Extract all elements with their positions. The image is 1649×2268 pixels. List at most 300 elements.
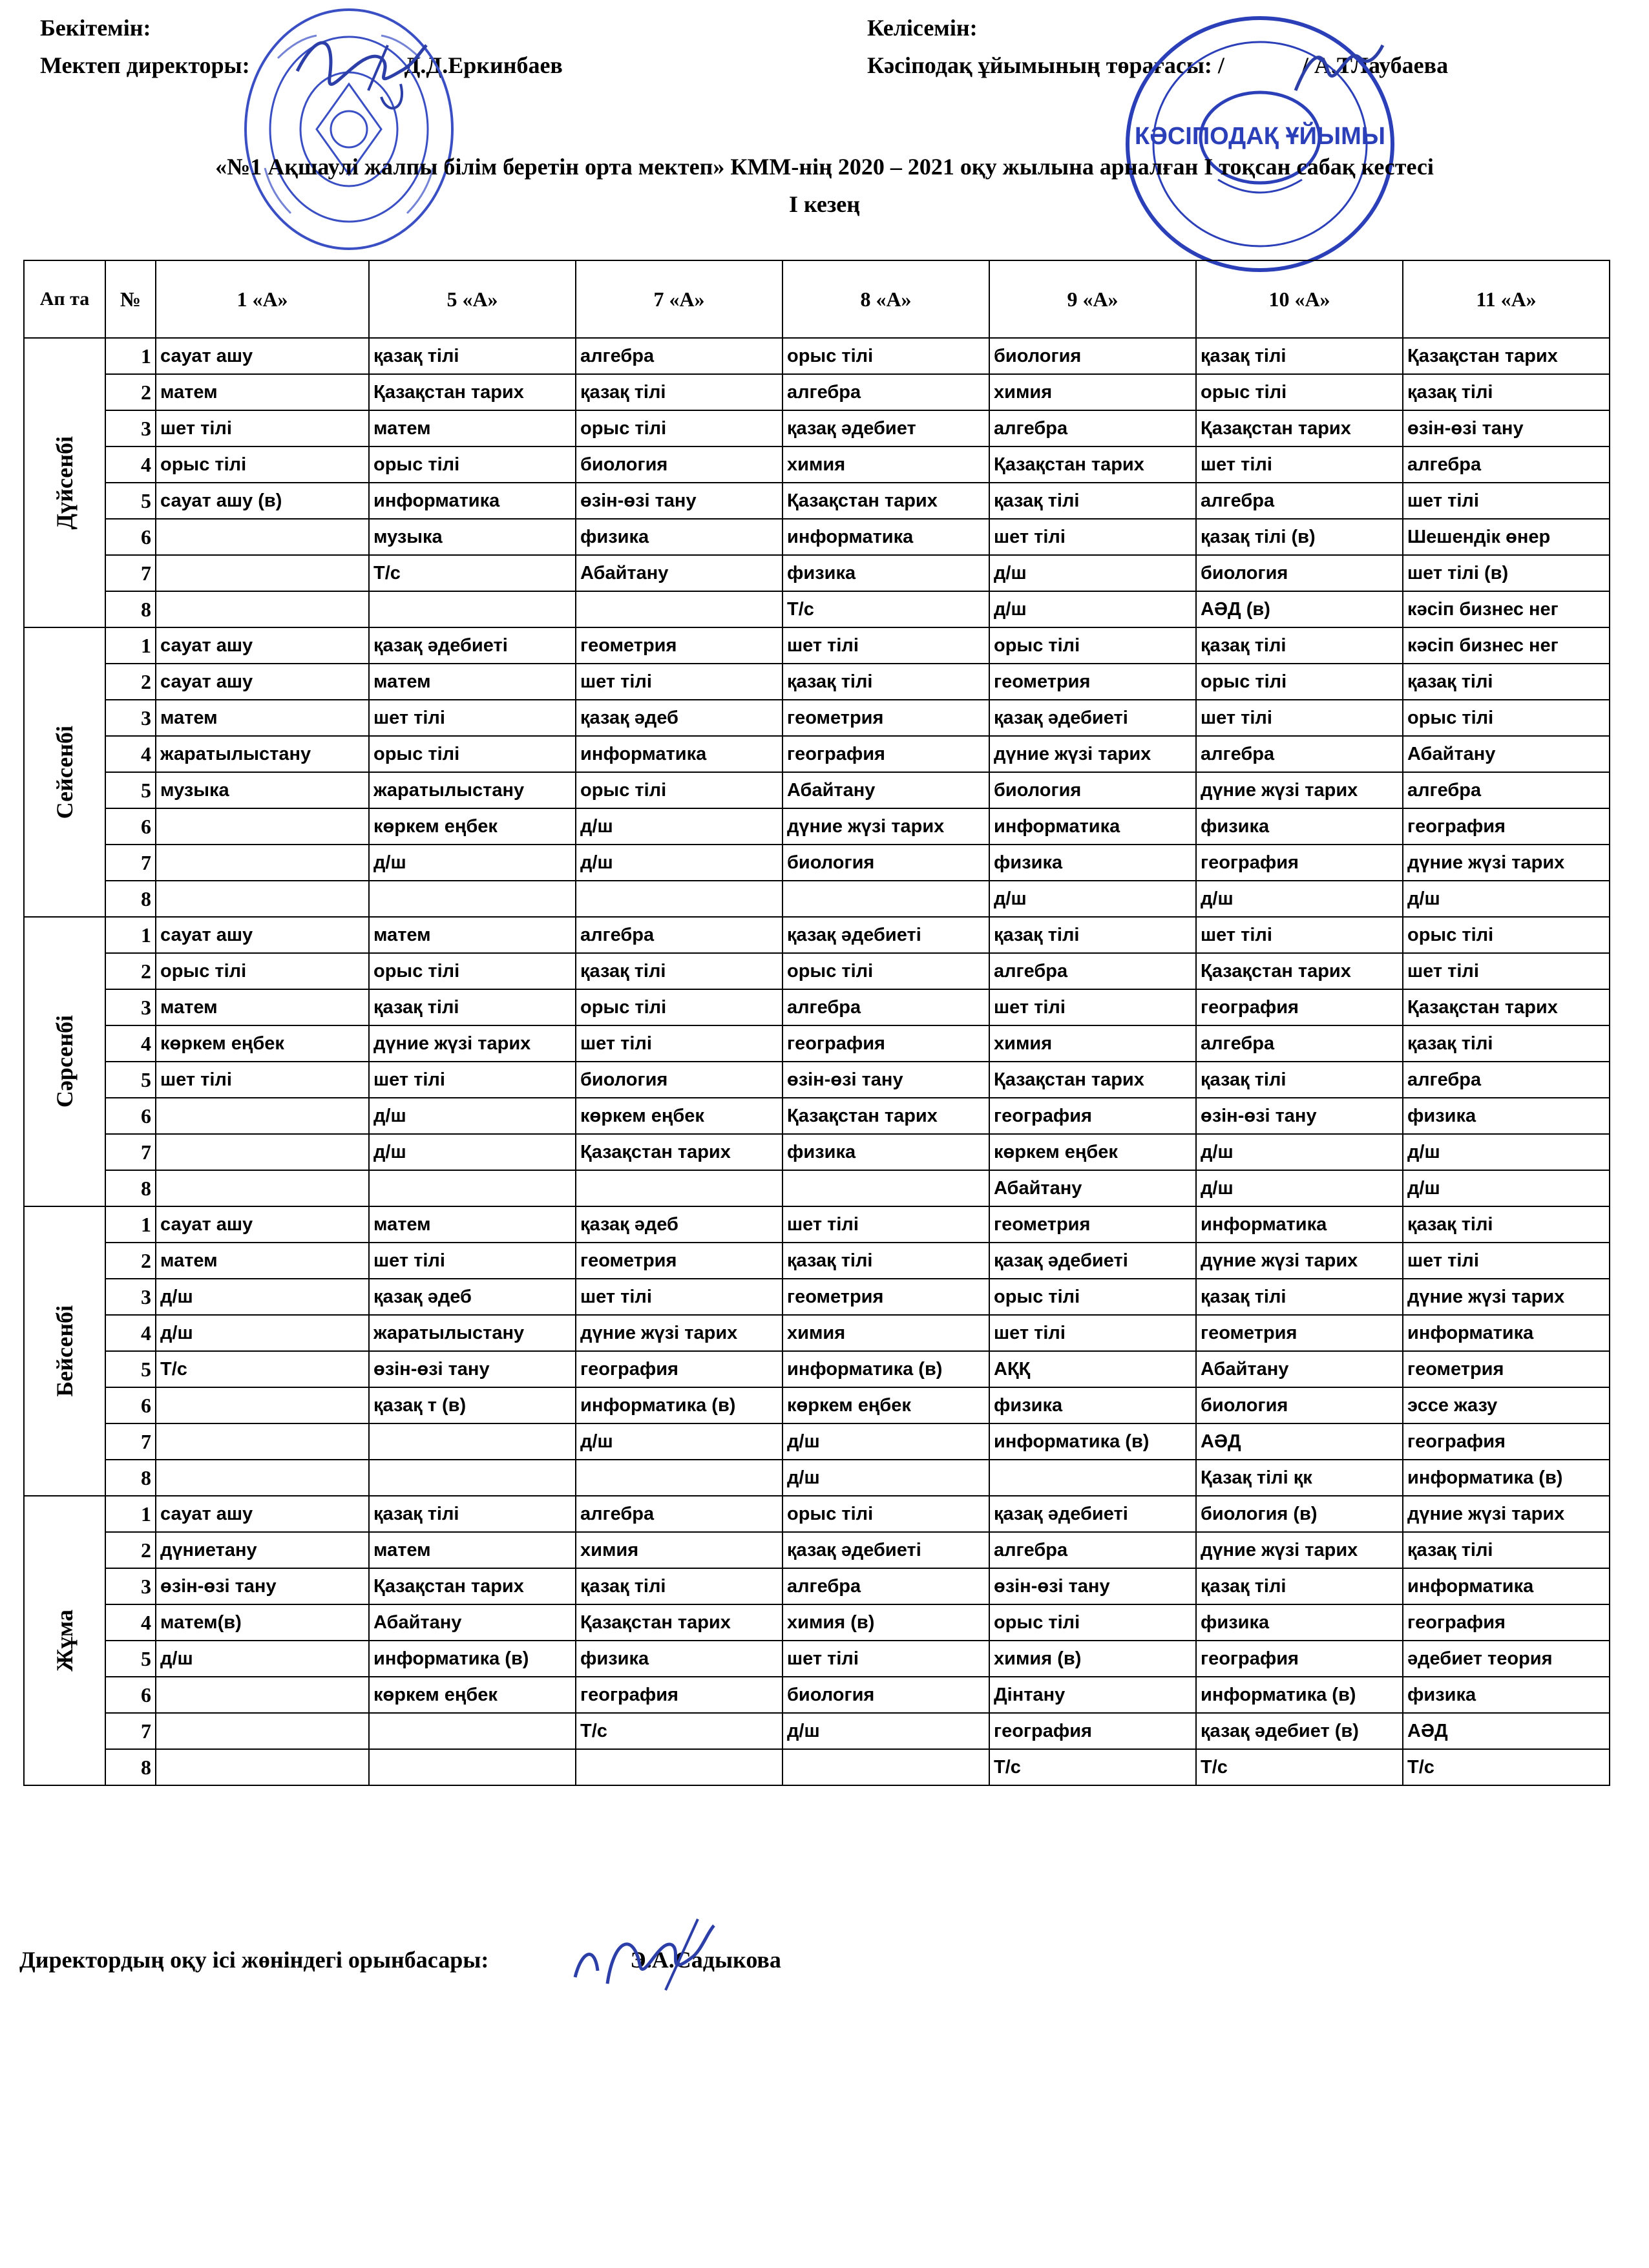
lesson-cell-class-8a: химия: [782, 1315, 989, 1351]
lesson-cell-class-11a: алгебра: [1403, 446, 1610, 483]
lesson-cell-class-7a: геометрия: [576, 627, 782, 664]
lesson-cell-class-7a: орыс тілі: [576, 410, 782, 446]
lesson-cell-class-7a: алгебра: [576, 338, 782, 374]
table-row: [24, 1604, 1610, 1641]
lesson-number: 2: [105, 1243, 156, 1279]
lesson-number: 3: [105, 1279, 156, 1315]
table-row: [24, 591, 1610, 627]
lesson-cell-class-1a: матем: [156, 1243, 369, 1279]
day-cell: [24, 917, 105, 1206]
table-row: [24, 736, 1610, 772]
lesson-cell-class-10a: физика: [1196, 808, 1403, 845]
lesson-cell-class-11a: геометрия: [1403, 1351, 1610, 1387]
lesson-cell-class-8a: [782, 881, 989, 917]
lesson-cell-class-11a: қазақ тілі: [1403, 1532, 1610, 1568]
lesson-cell-class-5a: көркем еңбек: [369, 808, 576, 845]
lesson-cell-class-5a: Қазақстан тарих: [369, 1568, 576, 1604]
lesson-cell-class-11a: география: [1403, 1604, 1610, 1641]
approval-position: Мектеп директоры:: [40, 52, 256, 78]
lesson-cell-class-8a: биология: [782, 845, 989, 881]
lesson-cell-class-8a: информатика (в): [782, 1351, 989, 1387]
lesson-cell-class-10a: биология (в): [1196, 1496, 1403, 1532]
lesson-cell-class-9a: орыс тілі: [989, 1604, 1196, 1641]
lesson-cell-class-9a: геометрия: [989, 664, 1196, 700]
lesson-cell-class-7a: биология: [576, 446, 782, 483]
table-row: [24, 808, 1610, 845]
lesson-cell-class-10a: алгебра: [1196, 736, 1403, 772]
lesson-cell-class-8a: география: [782, 736, 989, 772]
day-name: Бейсенбі: [52, 1305, 78, 1397]
lesson-number: 3: [105, 1568, 156, 1604]
lesson-cell-class-10a: алгебра: [1196, 1025, 1403, 1062]
table-row: [24, 1460, 1610, 1496]
lesson-cell-class-7a: геометрия: [576, 1243, 782, 1279]
lesson-cell-class-7a: шет тілі: [576, 1279, 782, 1315]
lesson-cell-class-1a: д/ш: [156, 1641, 369, 1677]
lesson-cell-class-11a: Шешендік өнер: [1403, 519, 1610, 555]
lesson-cell-class-1a: матем: [156, 374, 369, 410]
table-row: [24, 1351, 1610, 1387]
lesson-cell-class-10a: география: [1196, 1641, 1403, 1677]
lesson-cell-class-9a: шет тілі: [989, 519, 1196, 555]
lesson-cell-class-9a: қазақ тілі: [989, 483, 1196, 519]
lesson-number: 7: [105, 1423, 156, 1460]
lesson-number: 5: [105, 772, 156, 808]
lesson-cell-class-5a: музыка: [369, 519, 576, 555]
lesson-cell-class-8a: информатика: [782, 519, 989, 555]
lesson-cell-class-7a: алгебра: [576, 1496, 782, 1532]
lesson-cell-class-11a: әдебиет теория: [1403, 1641, 1610, 1677]
lesson-cell-class-5a: [369, 591, 576, 627]
lesson-cell-class-9a: информатика (в): [989, 1423, 1196, 1460]
lesson-cell-class-10a: орыс тілі: [1196, 664, 1403, 700]
table-row: [24, 627, 1610, 664]
lesson-cell-class-7a: орыс тілі: [576, 989, 782, 1025]
lesson-cell-class-9a: геометрия: [989, 1206, 1196, 1243]
lesson-cell-class-5a: орыс тілі: [369, 736, 576, 772]
lesson-cell-class-5a: [369, 1170, 576, 1206]
lesson-cell-class-5a: жаратылыстану: [369, 772, 576, 808]
lesson-cell-class-11a: информатика (в): [1403, 1460, 1610, 1496]
lesson-cell-class-10a: Т/с: [1196, 1749, 1403, 1785]
lesson-cell-class-1a: [156, 1098, 369, 1134]
lesson-number: 5: [105, 1062, 156, 1098]
lesson-cell-class-9a: қазақ әдебиеті: [989, 1496, 1196, 1532]
lesson-cell-class-9a: д/ш: [989, 881, 1196, 917]
lesson-cell-class-9a: Дінтану: [989, 1677, 1196, 1713]
lesson-cell-class-1a: [156, 808, 369, 845]
lesson-cell-class-9a: физика: [989, 845, 1196, 881]
lesson-cell-class-9a: қазақ әдебиеті: [989, 700, 1196, 736]
lesson-cell-class-9a: алгебра: [989, 410, 1196, 446]
lesson-number: 8: [105, 1749, 156, 1785]
lesson-cell-class-5a: матем: [369, 1532, 576, 1568]
lesson-cell-class-9a: шет тілі: [989, 989, 1196, 1025]
lesson-cell-class-11a: дүние жүзі тарих: [1403, 1496, 1610, 1532]
lesson-cell-class-8a: алгебра: [782, 1568, 989, 1604]
schedule-body: [24, 338, 1610, 1785]
lesson-cell-class-5a: қазақ т (в): [369, 1387, 576, 1423]
header-class-10a: 10 «А»: [1196, 260, 1403, 338]
header-class-5a: 5 «А»: [369, 260, 576, 338]
lesson-cell-class-8a: орыс тілі: [782, 953, 989, 989]
lesson-cell-class-1a: сауат ашу: [156, 338, 369, 374]
table-row: [24, 1496, 1610, 1532]
lesson-cell-class-10a: шет тілі: [1196, 700, 1403, 736]
lesson-cell-class-1a: [156, 591, 369, 627]
lesson-cell-class-5a: қазақ тілі: [369, 338, 576, 374]
lesson-cell-class-1a: [156, 1423, 369, 1460]
agreement-position: Кәсіподақ ұйымының төрағасы: /: [867, 52, 1224, 78]
lesson-cell-class-1a: Т/с: [156, 1351, 369, 1387]
lesson-cell-class-11a: информатика: [1403, 1568, 1610, 1604]
lesson-cell-class-9a: қазақ тілі: [989, 917, 1196, 953]
day-name: Сейсенбі: [52, 725, 78, 819]
lesson-cell-class-11a: физика: [1403, 1098, 1610, 1134]
lesson-cell-class-1a: матем: [156, 989, 369, 1025]
lesson-cell-class-7a: Т/с: [576, 1713, 782, 1749]
lesson-cell-class-7a: өзін-өзі тану: [576, 483, 782, 519]
lesson-cell-class-1a: [156, 555, 369, 591]
lesson-cell-class-7a: [576, 881, 782, 917]
lesson-cell-class-9a: Т/с: [989, 1749, 1196, 1785]
lesson-number: 1: [105, 917, 156, 953]
lesson-cell-class-10a: дүние жүзі тарих: [1196, 1243, 1403, 1279]
lesson-cell-class-7a: қазақ тілі: [576, 1568, 782, 1604]
lesson-cell-class-10a: Қазақстан тарих: [1196, 410, 1403, 446]
lesson-cell-class-8a: көркем еңбек: [782, 1387, 989, 1423]
lesson-cell-class-7a: орыс тілі: [576, 772, 782, 808]
table-header-row: [24, 260, 1610, 338]
lesson-cell-class-11a: кәсіп бизнес нег: [1403, 591, 1610, 627]
footer-position: Директордың оқу ісі жөніндегі орынбасары:: [19, 1947, 495, 1973]
table-row: [24, 555, 1610, 591]
lesson-number: 4: [105, 446, 156, 483]
lesson-cell-class-7a: шет тілі: [576, 1025, 782, 1062]
lesson-cell-class-8a: д/ш: [782, 1423, 989, 1460]
lesson-cell-class-10a: геометрия: [1196, 1315, 1403, 1351]
lesson-cell-class-10a: шет тілі: [1196, 446, 1403, 483]
lesson-cell-class-1a: д/ш: [156, 1315, 369, 1351]
lesson-cell-class-10a: дүние жүзі тарих: [1196, 1532, 1403, 1568]
lesson-cell-class-5a: [369, 1713, 576, 1749]
lesson-number: 8: [105, 591, 156, 627]
lesson-cell-class-11a: қазақ тілі: [1403, 1025, 1610, 1062]
lesson-cell-class-9a: [989, 1460, 1196, 1496]
lesson-cell-class-8a: химия (в): [782, 1604, 989, 1641]
lesson-cell-class-1a: сауат ашу: [156, 1496, 369, 1532]
lesson-cell-class-7a: физика: [576, 519, 782, 555]
agreement-label: Келісемін:: [867, 15, 978, 41]
lesson-cell-class-10a: қазақ тілі: [1196, 1062, 1403, 1098]
lesson-number: 4: [105, 1025, 156, 1062]
lesson-number: 6: [105, 1387, 156, 1423]
lesson-cell-class-7a: химия: [576, 1532, 782, 1568]
lesson-cell-class-9a: химия (в): [989, 1641, 1196, 1677]
lesson-cell-class-5a: шет тілі: [369, 700, 576, 736]
day-cell: [24, 1496, 105, 1785]
lesson-cell-class-5a: шет тілі: [369, 1062, 576, 1098]
lesson-cell-class-8a: [782, 1749, 989, 1785]
lesson-cell-class-8a: геометрия: [782, 1279, 989, 1315]
lesson-cell-class-8a: [782, 1170, 989, 1206]
lesson-cell-class-1a: матем: [156, 700, 369, 736]
lesson-cell-class-9a: дүние жүзі тарих: [989, 736, 1196, 772]
table-row: [24, 917, 1610, 953]
lesson-number: 8: [105, 881, 156, 917]
lesson-cell-class-9a: география: [989, 1098, 1196, 1134]
table-row: [24, 1568, 1610, 1604]
lesson-cell-class-8a: алгебра: [782, 989, 989, 1025]
lesson-cell-class-11a: қазақ тілі: [1403, 374, 1610, 410]
lesson-cell-class-9a: орыс тілі: [989, 1279, 1196, 1315]
table-row: [24, 1315, 1610, 1351]
lesson-cell-class-10a: биология: [1196, 1387, 1403, 1423]
lesson-cell-class-1a: [156, 1387, 369, 1423]
lesson-cell-class-10a: биология: [1196, 555, 1403, 591]
lesson-cell-class-1a: орыс тілі: [156, 953, 369, 989]
lesson-cell-class-10a: қазақ тілі: [1196, 627, 1403, 664]
agreement-name: / А.ТЛаубаева: [1301, 52, 1449, 78]
lesson-cell-class-7a: шет тілі: [576, 664, 782, 700]
lesson-number: 2: [105, 374, 156, 410]
lesson-cell-class-7a: [576, 1749, 782, 1785]
day-cell: [24, 1206, 105, 1496]
lesson-cell-class-5a: Абайтану: [369, 1604, 576, 1641]
lesson-cell-class-1a: көркем еңбек: [156, 1025, 369, 1062]
lesson-cell-class-5a: д/ш: [369, 1098, 576, 1134]
lesson-cell-class-9a: өзін-өзі тану: [989, 1568, 1196, 1604]
deputy-signature-icon: [569, 1913, 717, 2010]
lesson-cell-class-11a: дүние жүзі тарих: [1403, 1279, 1610, 1315]
table-row: [24, 1713, 1610, 1749]
lesson-cell-class-1a: матем(в): [156, 1604, 369, 1641]
lesson-cell-class-10a: д/ш: [1196, 881, 1403, 917]
lesson-cell-class-10a: информатика: [1196, 1206, 1403, 1243]
lesson-cell-class-7a: Қазақстан тарих: [576, 1604, 782, 1641]
lesson-cell-class-11a: география: [1403, 1423, 1610, 1460]
lesson-cell-class-10a: география: [1196, 989, 1403, 1025]
lesson-cell-class-7a: география: [576, 1351, 782, 1387]
lesson-cell-class-8a: Абайтану: [782, 772, 989, 808]
lesson-cell-class-5a: жаратылыстану: [369, 1315, 576, 1351]
table-row: [24, 664, 1610, 700]
chairperson-signature-icon: [1289, 32, 1386, 110]
lesson-number: 6: [105, 1098, 156, 1134]
lesson-cell-class-10a: д/ш: [1196, 1134, 1403, 1170]
lesson-cell-class-1a: шет тілі: [156, 410, 369, 446]
lesson-cell-class-8a: д/ш: [782, 1460, 989, 1496]
lesson-cell-class-11a: орыс тілі: [1403, 917, 1610, 953]
table-row: [24, 1134, 1610, 1170]
day-name: Жұма: [52, 1610, 78, 1672]
lesson-number: 3: [105, 700, 156, 736]
lesson-cell-class-11a: дүние жүзі тарих: [1403, 845, 1610, 881]
lesson-cell-class-7a: дүние жүзі тарих: [576, 1315, 782, 1351]
lesson-cell-class-7a: қазақ әдеб: [576, 700, 782, 736]
header-week: Ап та: [24, 260, 105, 338]
lesson-cell-class-7a: [576, 1170, 782, 1206]
lesson-cell-class-11a: алгебра: [1403, 772, 1610, 808]
lesson-cell-class-8a: шет тілі: [782, 1641, 989, 1677]
lesson-cell-class-1a: жаратылыстану: [156, 736, 369, 772]
table-row: [24, 483, 1610, 519]
page-title: «№1 Ақшаулі жалпы білім беретін орта мектеп» КММ-нің 2020 – 2021 оқу жылына арналған І тоқсан сабақ кестесі: [215, 154, 1434, 180]
lesson-number: 7: [105, 555, 156, 591]
table-row: [24, 953, 1610, 989]
lesson-number: 1: [105, 1496, 156, 1532]
lesson-cell-class-5a: орыс тілі: [369, 953, 576, 989]
lesson-cell-class-9a: география: [989, 1713, 1196, 1749]
lesson-cell-class-9a: АҚҚ: [989, 1351, 1196, 1387]
lesson-cell-class-10a: қазақ тілі: [1196, 338, 1403, 374]
lesson-cell-class-9a: Қазақстан тарих: [989, 446, 1196, 483]
lesson-cell-class-7a: география: [576, 1677, 782, 1713]
lesson-cell-class-10a: АӘД (в): [1196, 591, 1403, 627]
lesson-cell-class-5a: көркем еңбек: [369, 1677, 576, 1713]
lesson-cell-class-1a: сауат ашу: [156, 664, 369, 700]
lesson-cell-class-8a: география: [782, 1025, 989, 1062]
table-row: [24, 845, 1610, 881]
lesson-cell-class-9a: шет тілі: [989, 1315, 1196, 1351]
lesson-number: 1: [105, 1206, 156, 1243]
lesson-cell-class-9a: химия: [989, 1025, 1196, 1062]
lesson-number: 8: [105, 1170, 156, 1206]
lesson-cell-class-8a: орыс тілі: [782, 338, 989, 374]
lesson-number: 3: [105, 989, 156, 1025]
lesson-cell-class-10a: география: [1196, 845, 1403, 881]
header-class-9a: 9 «А»: [989, 260, 1196, 338]
lesson-cell-class-9a: Қазақстан тарих: [989, 1062, 1196, 1098]
lesson-cell-class-1a: [156, 1713, 369, 1749]
lesson-cell-class-8a: физика: [782, 1134, 989, 1170]
lesson-cell-class-1a: [156, 1677, 369, 1713]
lesson-cell-class-9a: биология: [989, 338, 1196, 374]
lesson-number: 1: [105, 627, 156, 664]
lesson-cell-class-7a: Абайтану: [576, 555, 782, 591]
lesson-number: 3: [105, 410, 156, 446]
lesson-cell-class-8a: өзін-өзі тану: [782, 1062, 989, 1098]
table-row: [24, 1170, 1610, 1206]
lesson-number: 6: [105, 519, 156, 555]
lesson-cell-class-7a: [576, 1460, 782, 1496]
table-row: [24, 374, 1610, 410]
lesson-cell-class-8a: қазақ тілі: [782, 1243, 989, 1279]
lesson-cell-class-11a: орыс тілі: [1403, 700, 1610, 736]
lesson-cell-class-5a: д/ш: [369, 845, 576, 881]
lesson-cell-class-5a: информатика (в): [369, 1641, 576, 1677]
lesson-cell-class-8a: дүние жүзі тарих: [782, 808, 989, 845]
lesson-cell-class-9a: Абайтану: [989, 1170, 1196, 1206]
lesson-cell-class-10a: алгебра: [1196, 483, 1403, 519]
lesson-cell-class-11a: д/ш: [1403, 1134, 1610, 1170]
lesson-cell-class-8a: химия: [782, 446, 989, 483]
table-row: [24, 1098, 1610, 1134]
lesson-cell-class-1a: [156, 1460, 369, 1496]
lesson-cell-class-5a: [369, 1423, 576, 1460]
lesson-cell-class-5a: Қазақстан тарих: [369, 374, 576, 410]
lesson-cell-class-8a: қазақ әдебиеті: [782, 1532, 989, 1568]
lesson-cell-class-11a: д/ш: [1403, 881, 1610, 917]
lesson-cell-class-5a: матем: [369, 917, 576, 953]
table-row: [24, 1243, 1610, 1279]
lesson-cell-class-11a: д/ш: [1403, 1170, 1610, 1206]
lesson-cell-class-1a: [156, 881, 369, 917]
lesson-cell-class-5a: қазақ тілі: [369, 1496, 576, 1532]
lesson-number: 6: [105, 808, 156, 845]
lesson-cell-class-5a: [369, 881, 576, 917]
lesson-cell-class-11a: Қазақстан тарих: [1403, 338, 1610, 374]
lesson-cell-class-5a: қазақ әдеб: [369, 1279, 576, 1315]
lesson-number: 2: [105, 953, 156, 989]
lesson-number: 2: [105, 1532, 156, 1568]
lesson-cell-class-10a: шет тілі: [1196, 917, 1403, 953]
lesson-cell-class-1a: [156, 1749, 369, 1785]
lesson-cell-class-9a: алгебра: [989, 1532, 1196, 1568]
lesson-cell-class-11a: география: [1403, 808, 1610, 845]
lesson-cell-class-5a: қазақ әдебиеті: [369, 627, 576, 664]
lesson-cell-class-10a: дүние жүзі тарих: [1196, 772, 1403, 808]
lesson-cell-class-7a: көркем еңбек: [576, 1098, 782, 1134]
day-cell: [24, 338, 105, 627]
lesson-cell-class-5a: Т/с: [369, 555, 576, 591]
lesson-cell-class-1a: [156, 519, 369, 555]
table-row: [24, 989, 1610, 1025]
lesson-cell-class-9a: химия: [989, 374, 1196, 410]
lesson-cell-class-7a: қазақ әдеб: [576, 1206, 782, 1243]
lesson-cell-class-9a: д/ш: [989, 591, 1196, 627]
header-class-1a: 1 «А»: [156, 260, 369, 338]
day-name: Сәрсенбі: [52, 1015, 78, 1108]
table-row: [24, 700, 1610, 736]
lesson-number: 5: [105, 1351, 156, 1387]
lesson-cell-class-10a: қазақ тілі: [1196, 1279, 1403, 1315]
lesson-cell-class-1a: д/ш: [156, 1279, 369, 1315]
lesson-cell-class-10a: Қазақ тілі қк: [1196, 1460, 1403, 1496]
lesson-cell-class-10a: информатика (в): [1196, 1677, 1403, 1713]
table-row: [24, 1641, 1610, 1677]
lesson-cell-class-11a: қазақ тілі: [1403, 1206, 1610, 1243]
lesson-cell-class-5a: [369, 1460, 576, 1496]
lesson-cell-class-11a: шет тілі: [1403, 1243, 1610, 1279]
lesson-cell-class-11a: эссе жазу: [1403, 1387, 1610, 1423]
approval-name: Д.Д.Еркинбаев: [404, 52, 563, 78]
lesson-number: 8: [105, 1460, 156, 1496]
table-row: [24, 519, 1610, 555]
lesson-cell-class-5a: матем: [369, 410, 576, 446]
lesson-cell-class-5a: д/ш: [369, 1134, 576, 1170]
lesson-cell-class-5a: [369, 1749, 576, 1785]
lesson-cell-class-9a: алгебра: [989, 953, 1196, 989]
lesson-cell-class-1a: музыка: [156, 772, 369, 808]
lesson-number: 2: [105, 664, 156, 700]
lesson-cell-class-1a: [156, 1134, 369, 1170]
table-row: [24, 881, 1610, 917]
lesson-cell-class-7a: Қазақстан тарих: [576, 1134, 782, 1170]
table-row: [24, 338, 1610, 374]
lesson-cell-class-8a: қазақ тілі: [782, 664, 989, 700]
lesson-cell-class-9a: көркем еңбек: [989, 1134, 1196, 1170]
lesson-cell-class-8a: Қазақстан тарих: [782, 1098, 989, 1134]
lesson-cell-class-11a: өзін-өзі тану: [1403, 410, 1610, 446]
lesson-cell-class-11a: физика: [1403, 1677, 1610, 1713]
lesson-cell-class-1a: сауат ашу: [156, 627, 369, 664]
lesson-cell-class-1a: [156, 845, 369, 881]
lesson-cell-class-5a: қазақ тілі: [369, 989, 576, 1025]
lesson-cell-class-11a: Т/с: [1403, 1749, 1610, 1785]
header-class-8a: 8 «А»: [782, 260, 989, 338]
lesson-cell-class-1a: дүниетану: [156, 1532, 369, 1568]
